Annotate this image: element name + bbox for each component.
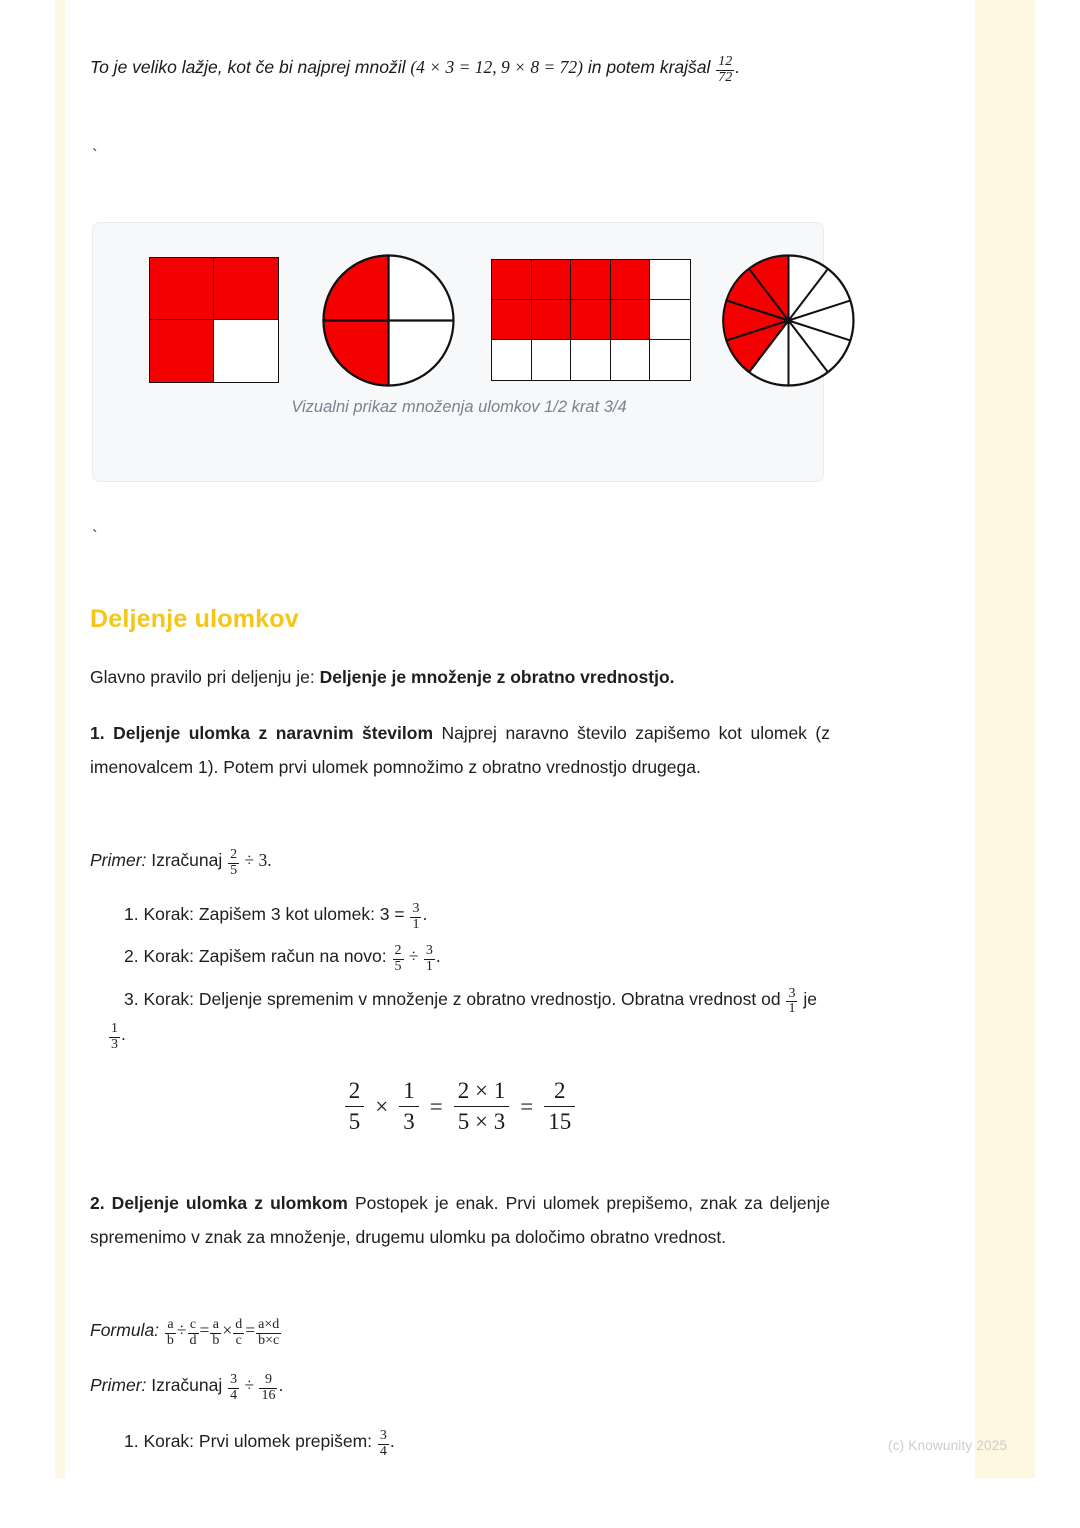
item1-paragraph — [90, 716, 830, 784]
fraction-denominator: 1 — [412, 916, 420, 932]
intro-suffix: . — [735, 57, 741, 77]
grid-cell — [492, 300, 532, 340]
item2-paragraph — [90, 1186, 830, 1254]
formula-fraction-3 — [210, 1318, 221, 1348]
formula-operator-times: × — [222, 1320, 233, 1340]
fraction-denominator: 15 — [544, 1106, 575, 1135]
item2-heading: 2. Deljenje ulomka z ulomkom — [90, 1193, 348, 1213]
display-equation — [90, 1078, 830, 1136]
fraction-numerator: 2 × 1 — [457, 1078, 506, 1103]
fraction-numerator: 9 — [264, 1372, 272, 1387]
grid-cell — [492, 340, 532, 380]
fraction-numerator: d — [235, 1317, 243, 1332]
item1-example — [90, 843, 830, 878]
list-item — [108, 897, 830, 932]
formula-fraction-5 — [256, 1318, 281, 1348]
formula-space — [159, 1320, 164, 1340]
example-label: Primer: — [90, 1375, 147, 1395]
example-fraction — [228, 848, 239, 878]
shape-circle-tenths — [721, 253, 856, 393]
fraction-denominator: 5 × 3 — [454, 1106, 509, 1135]
formula-fraction-1 — [165, 1318, 176, 1348]
item2-step1-prefix: 1. Korak: Prvi ulomek prepišem: — [124, 1431, 377, 1451]
fraction-denominator: 5 — [345, 1106, 365, 1135]
shape-square-grid-2x2 — [149, 257, 279, 383]
fraction-denominator: 1 — [425, 959, 433, 975]
rule-intro-paragraph — [90, 660, 830, 694]
fraction-numerator: a — [212, 1317, 220, 1332]
grid-cell — [611, 260, 651, 300]
grid-cell — [150, 258, 214, 320]
step3-fraction-1 — [786, 987, 797, 1017]
step2-suffix: . — [435, 946, 441, 967]
fraction-denominator: c — [233, 1333, 244, 1349]
tick-mark-2: ` — [92, 527, 98, 546]
circle-quarters-svg — [321, 253, 456, 388]
list-item — [108, 1424, 830, 1459]
step2-fraction-2 — [424, 944, 435, 974]
fraction-denominator: 4 — [379, 1443, 387, 1459]
step1-suffix: . — [422, 904, 428, 924]
fraction-numerator: c — [189, 1317, 197, 1332]
grid-cell — [571, 300, 611, 340]
intro-paragraph — [90, 50, 830, 85]
example-label: Primer: — [90, 850, 147, 870]
equation-fraction-2 — [399, 1078, 419, 1136]
item1-heading: 1. Deljenje ulomka z naravnim številom — [90, 723, 434, 743]
step2-fraction-1 — [393, 944, 404, 974]
list-item — [108, 939, 830, 974]
step1-fraction — [410, 902, 421, 932]
formula-operator-div: ÷ — [176, 1320, 187, 1340]
grid-cell — [214, 258, 278, 320]
fraction-numerator: 12 — [718, 54, 733, 69]
item2-body: Postopek je enak. Prvi ulomek prepišemo, znak za deljenje spremenimo v znak za množenje, drugemu ulomku pa določimo obratno vrednost. — [90, 1193, 830, 1248]
step1-prefix: 1. Korak: Zapišem 3 kot ulomek: 3 = — [124, 904, 410, 924]
grid-cell — [214, 320, 278, 382]
grid-cell — [611, 300, 651, 340]
fraction-denominator: 1 — [788, 1001, 796, 1017]
equation-equals-2: = — [520, 1093, 534, 1119]
grid-cell — [492, 260, 532, 300]
equation-operator-times: × — [375, 1093, 389, 1119]
item2-example — [90, 1368, 830, 1403]
grid-cell — [532, 260, 572, 300]
fraction-denominator: 5 — [230, 862, 238, 878]
fraction-numerator: 1 — [403, 1078, 415, 1103]
intro-prefix: To je veliko lažje, kot če bi najprej množil — [90, 57, 411, 77]
grid-cell — [650, 340, 690, 380]
fraction-numerator: 3 — [788, 985, 796, 1001]
grid-cell — [532, 300, 572, 340]
formula-line — [90, 1313, 830, 1348]
fraction-numerator: 2 — [348, 1078, 361, 1103]
fraction-denominator: 3 — [111, 1036, 118, 1052]
figure-card — [92, 222, 824, 482]
step3-mid: je — [798, 988, 817, 1009]
equation-fraction-4 — [544, 1078, 575, 1136]
step2-prefix: 2. Korak: Zapišem račun na novo: — [124, 946, 392, 967]
item1-example-text — [90, 843, 830, 878]
right-margin-strip — [975, 0, 1035, 1478]
item1-text — [90, 716, 830, 784]
example-operator: ÷ 3. — [240, 850, 272, 870]
formula-equals-2: = — [245, 1320, 256, 1340]
rule-intro-text — [90, 660, 830, 694]
fraction-denominator: 5 — [394, 959, 402, 975]
grid-cell — [532, 340, 572, 380]
fraction-denominator: 3 — [399, 1106, 419, 1135]
equation-fraction-3 — [454, 1078, 509, 1136]
fraction-numerator: 2 — [394, 943, 402, 959]
item2-steps — [90, 1424, 830, 1459]
example-operator: ÷ — [240, 1375, 259, 1395]
fraction-numerator: 3 — [425, 943, 433, 959]
item2-formula — [90, 1313, 830, 1348]
fraction-denominator: b — [166, 1332, 174, 1348]
step2-mid: ÷ — [404, 946, 423, 967]
watermark: (c) Knowunity 2025 — [888, 1438, 1008, 1453]
equation-fraction-1 — [345, 1078, 365, 1136]
fraction-denominator: d — [189, 1332, 197, 1348]
page-title: Deljenje ulomkov — [90, 605, 299, 633]
grid-cell — [571, 260, 611, 300]
equation-equals-1: = — [429, 1093, 443, 1119]
list-item — [108, 982, 830, 1053]
grid-cell — [611, 340, 651, 380]
formula-fraction-4 — [233, 1318, 244, 1348]
grid-cell — [571, 340, 611, 380]
item2-example-text — [90, 1368, 830, 1403]
formula-label: Formula: — [90, 1320, 160, 1340]
item2-step1-fraction — [378, 1429, 389, 1459]
fraction-numerator: 3 — [379, 1428, 387, 1443]
fraction-denominator: b — [212, 1332, 220, 1348]
step3-suffix: . — [121, 1024, 126, 1045]
example-text: Izračunaj — [146, 1375, 228, 1395]
step3-prefix: 3. Korak: Deljenje spremenim v množenje z obratno vrednostjo. Obratna vrednost od — [124, 988, 786, 1009]
grid-cell — [150, 320, 214, 382]
example-suffix: . — [278, 1375, 284, 1395]
fraction-numerator: a×d — [258, 1317, 280, 1332]
fraction-numerator: 1 — [111, 1021, 118, 1037]
fraction-numerator: 2 — [553, 1078, 566, 1103]
left-margin-strip — [55, 0, 65, 1478]
grid-cell — [650, 260, 690, 300]
fraction-numerator: 3 — [230, 1372, 238, 1387]
rule-intro-plain: Glavno pravilo pri deljenju je: — [90, 667, 320, 687]
circle-tenths-svg — [721, 253, 856, 388]
fraction-numerator: 2 — [230, 847, 238, 862]
item1-body: Najprej naravno število zapišemo kot ulomek (z imenovalcem 1). Potem prvi ulomek pomnožimo z obratno vrednostjo drugega. — [90, 723, 830, 778]
example-fraction-1 — [228, 1373, 239, 1403]
fraction-denominator: 72 — [718, 69, 733, 85]
item1-steps — [90, 897, 830, 1053]
fraction-denominator: 16 — [261, 1387, 276, 1403]
tick-mark-1: ` — [92, 146, 98, 165]
item2-step1-suffix: . — [389, 1431, 395, 1451]
fraction-numerator: 3 — [412, 901, 420, 916]
fraction-numerator: a — [167, 1317, 174, 1332]
intro-fraction — [716, 55, 734, 85]
intro-middle: in potem krajšal — [583, 57, 716, 77]
formula-fraction-2 — [188, 1318, 199, 1348]
fraction-denominator: 4 — [230, 1387, 238, 1403]
example-text: Izračunaj — [146, 850, 228, 870]
fraction-denominator: b×c — [258, 1332, 280, 1348]
figure-shapes-row — [121, 253, 801, 383]
step3-fraction-2 — [109, 1022, 120, 1052]
intro-math: (4 × 3 = 12, 9 × 8 = 72) — [410, 57, 583, 77]
shape-square-grid-5x3 — [491, 259, 691, 381]
grid-cell — [650, 300, 690, 340]
figure-caption: Vizualni prikaz množenja ulomkov 1/2 krat 3/4 — [291, 398, 627, 416]
example-fraction-2 — [259, 1373, 277, 1403]
rule-intro-bold: Deljenje je množenje z obratno vrednostjo. — [319, 667, 675, 687]
formula-equals-1: = — [199, 1320, 210, 1340]
item2-text — [90, 1186, 830, 1254]
shape-circle-quarters — [321, 253, 456, 393]
